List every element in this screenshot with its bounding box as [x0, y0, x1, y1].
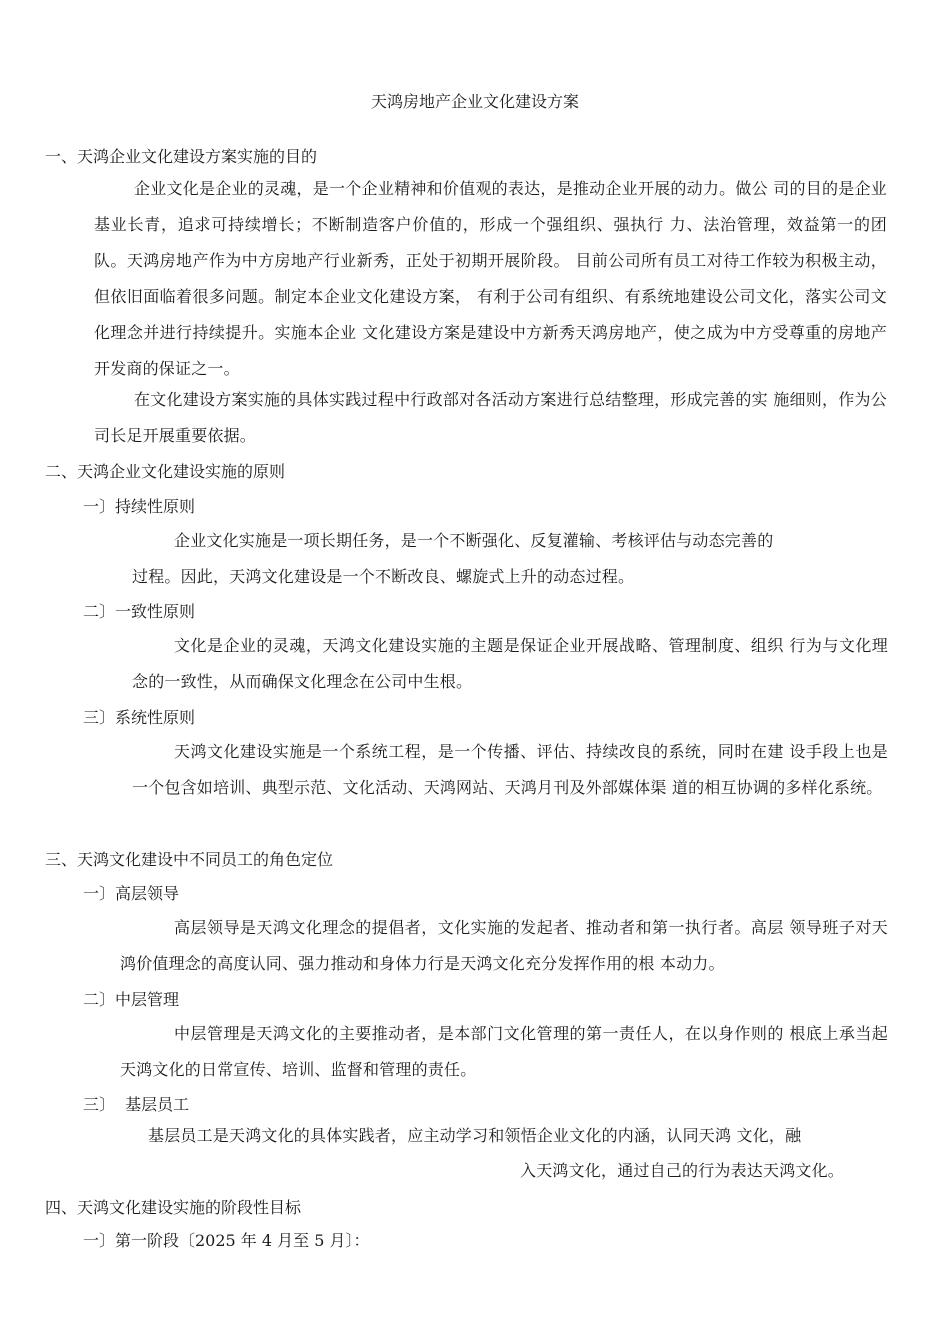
section-heading-stage-goals: 四、天鸿文化建设实施的阶段性目标 [45, 1198, 302, 1217]
subheading-consistency: 二〕一致性原则 [83, 602, 196, 621]
paragraph-middle-management: 中层管理是天鸿文化的主要推动者，是本部门文化管理的第一责任人，在以身作则的 根底上承当起天鸿文化的日常宣传、培训、监督和管理的责任。 [120, 1024, 888, 1079]
paragraph-continuity-line1: 企业文化实施是一项长期任务，是一个不断强化、反复灌输、考核评估与动态完善的 [174, 531, 774, 550]
document-title: 天鸿房地产企业文化建设方案 [370, 92, 579, 111]
paragraph-senior-leaders: 高层领导是天鸿文化理念的提倡者，文化实施的发起者、推动者和第一执行者。高层 领导班子对天鸿价值理念的高度认同、强力推动和身体力行是天鸿文化充分发挥作用的根 本动力。 [120, 918, 888, 973]
section-heading-roles: 三、天鸿文化建设中不同员工的角色定位 [45, 850, 334, 869]
paragraph-frontline-staff-line2: 入天鸿文化，通过自己的行为表达天鸿文化。 [520, 1161, 845, 1180]
subheading-middle-management: 二〕中层管理 [83, 990, 180, 1009]
paragraph-continuity-line2: 过程。因此，天鸿文化建设是一个不断改良、螺旋式上升的动态过程。 [132, 567, 635, 586]
section-heading-purpose: 一、天鸿企业文化建设方案实施的目的 [45, 147, 318, 166]
subheading-systematic: 三〕系统性原则 [83, 708, 196, 727]
section-heading-principles: 二、天鸿企业文化建设实施的原则 [45, 462, 286, 481]
subheading-frontline-staff: 三〕 基层员工 [83, 1095, 190, 1114]
paragraph-systematic: 天鸿文化建设实施是一个系统工程，是一个传播、评估、持续改良的系统，同时在建 设手段上也是一个包含如培训、典型示范、文化活动、天鸿网站、天鸿月刊及外部媒体渠 道的相互协调的多样化系统。 [132, 742, 888, 797]
subheading-stage-one: 一〕第一阶段〔2025 年 4 月至 5 月〕： [83, 1231, 370, 1250]
paragraph-purpose: 企业文化是企业的灵魂，是一个企业精神和价值观的表达，是推动企业开展的动力。做公 司的目的是企业基业长青，追求可持续增长；不断制造客户价值的，形成一个强组织、强执行 力、法治管理，效益第一的团队。天鸿房地产作为中方房地产行业新秀，正处于初期开展阶段。 目前公司所有员工对待工作较为积极主动，但依旧面临着很多问题。制定本企业文化建设方案， 有利于公司有组织、有系统地建设公司文化，落实公司文化理念并进行持续提升。实施本企业 文化建设方案是建设中方新秀天鸿房地产，使之成为中方受尊重的房地产开发商的保证之一。 [94, 179, 887, 378]
subheading-continuity: 一〕持续性原则 [83, 497, 196, 516]
paragraph-consistency: 文化是企业的灵魂，天鸿文化建设实施的主题是保证企业开展战略、管理制度、组织 行为与文化理念的一致性，从而确保文化理念在公司中生根。 [132, 636, 888, 691]
subheading-senior-leaders: 一〕高层领导 [83, 884, 180, 903]
paragraph-implementation: 在文化建设方案实施的具体实践过程中行政部对各活动方案进行总结整理，形成完善的实 施细则，作为公司长足开展重要依据。 [94, 390, 887, 445]
paragraph-frontline-staff-line1: 基层员工是天鸿文化的具体实践者，应主动学习和领悟企业文化的内涵，认同天鸿 文化，融 [148, 1126, 802, 1145]
